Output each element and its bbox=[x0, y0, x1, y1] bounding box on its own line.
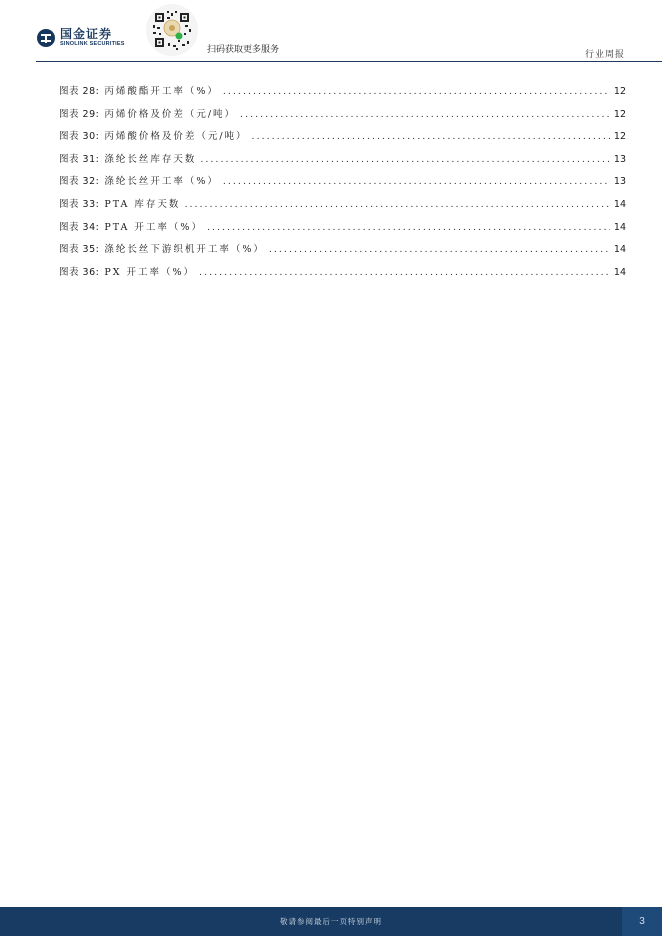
toc-entry-page: 12 bbox=[613, 86, 626, 97]
toc-entry-number: 31: bbox=[82, 153, 100, 165]
toc-leader-dots bbox=[223, 176, 610, 187]
toc-entry-label: 图表 bbox=[59, 108, 80, 120]
page-header bbox=[0, 0, 662, 66]
toc-entry[interactable] bbox=[59, 241, 626, 264]
toc-entry-title: PTA 库存天数 bbox=[104, 198, 181, 210]
toc-entry-title: 涤纶长丝库存天数 bbox=[104, 153, 197, 165]
toc-entry-label: 图表 bbox=[59, 153, 80, 165]
toc-leader-dots bbox=[200, 154, 610, 165]
toc-entry-label: 图表 bbox=[59, 86, 80, 97]
toc-entry-label: 图表 bbox=[59, 244, 80, 256]
toc-entry-number: 28: bbox=[82, 86, 100, 97]
toc-entry-title: 涤纶长丝开工率（%） bbox=[104, 176, 219, 188]
toc-entry-number: 36: bbox=[82, 266, 100, 278]
header-divider bbox=[36, 61, 662, 62]
toc-entry[interactable] bbox=[59, 106, 626, 129]
sinolink-logo bbox=[36, 28, 125, 48]
toc-entry-number: 30: bbox=[82, 131, 100, 143]
toc-entry-label: 图表 bbox=[59, 221, 80, 233]
toc-entry-label: 图表 bbox=[59, 176, 80, 188]
toc-entry-number: 33: bbox=[82, 198, 100, 210]
toc-entry-page: 12 bbox=[613, 108, 626, 120]
sinolink-logo-icon bbox=[36, 28, 56, 48]
report-category: 行业周报 bbox=[584, 50, 625, 60]
toc-entry-title: 涤纶长丝下游织机开工率（%） bbox=[104, 244, 265, 256]
toc-entry-page: 13 bbox=[613, 176, 626, 188]
toc-entry[interactable] bbox=[59, 83, 626, 106]
toc-leader-dots bbox=[207, 222, 610, 233]
toc-leader-dots bbox=[240, 109, 610, 120]
toc-entry[interactable] bbox=[59, 151, 626, 174]
toc-entry-title: PTA 开工率（%） bbox=[104, 221, 203, 233]
toc-entry[interactable] bbox=[59, 128, 626, 151]
page-number: 3 bbox=[622, 907, 662, 936]
toc-entry-number: 32: bbox=[82, 176, 100, 188]
toc-leader-dots bbox=[184, 199, 609, 210]
toc-leader-dots bbox=[252, 131, 610, 142]
toc-entry-title: PX 开工率（%） bbox=[104, 266, 196, 278]
page-footer bbox=[0, 907, 662, 936]
toc-entry-page: 14 bbox=[613, 198, 626, 210]
figure-index-list bbox=[59, 83, 626, 286]
toc-entry-page: 14 bbox=[613, 266, 626, 278]
qr-caption: 扫码获取更多服务 bbox=[207, 45, 280, 55]
footer-disclaimer: 敬请参阅最后一页特别声明 bbox=[280, 917, 382, 926]
toc-entry-title: 丙烯酸价格及价差（元/吨） bbox=[104, 131, 248, 143]
toc-entry-label: 图表 bbox=[59, 131, 80, 143]
qr-code-icon[interactable] bbox=[145, 3, 199, 57]
toc-leader-dots bbox=[223, 86, 610, 97]
toc-entry-page: 12 bbox=[613, 131, 626, 143]
logo-en-text: SINOLINK SECURITIES bbox=[60, 41, 125, 48]
toc-entry-page: 14 bbox=[613, 244, 626, 256]
toc-entry-number: 34: bbox=[82, 221, 100, 233]
toc-entry[interactable] bbox=[59, 196, 626, 219]
toc-entry-number: 35: bbox=[82, 244, 100, 256]
toc-entry[interactable] bbox=[59, 219, 626, 242]
toc-entry-page: 14 bbox=[613, 221, 626, 233]
toc-entry-label: 图表 bbox=[59, 198, 80, 210]
toc-entry-number: 29: bbox=[82, 108, 100, 120]
toc-entry-title: 丙烯价格及价差（元/吨） bbox=[104, 108, 237, 120]
toc-entry-label: 图表 bbox=[59, 266, 80, 278]
toc-entry[interactable] bbox=[59, 264, 626, 287]
toc-leader-dots bbox=[269, 244, 610, 255]
toc-leader-dots bbox=[199, 267, 610, 278]
logo-cn-text: 国金证券 bbox=[60, 27, 113, 42]
toc-entry-title: 丙烯酸酯开工率（%） bbox=[104, 86, 219, 97]
toc-entry-page: 13 bbox=[613, 153, 626, 165]
toc-entry[interactable] bbox=[59, 173, 626, 196]
